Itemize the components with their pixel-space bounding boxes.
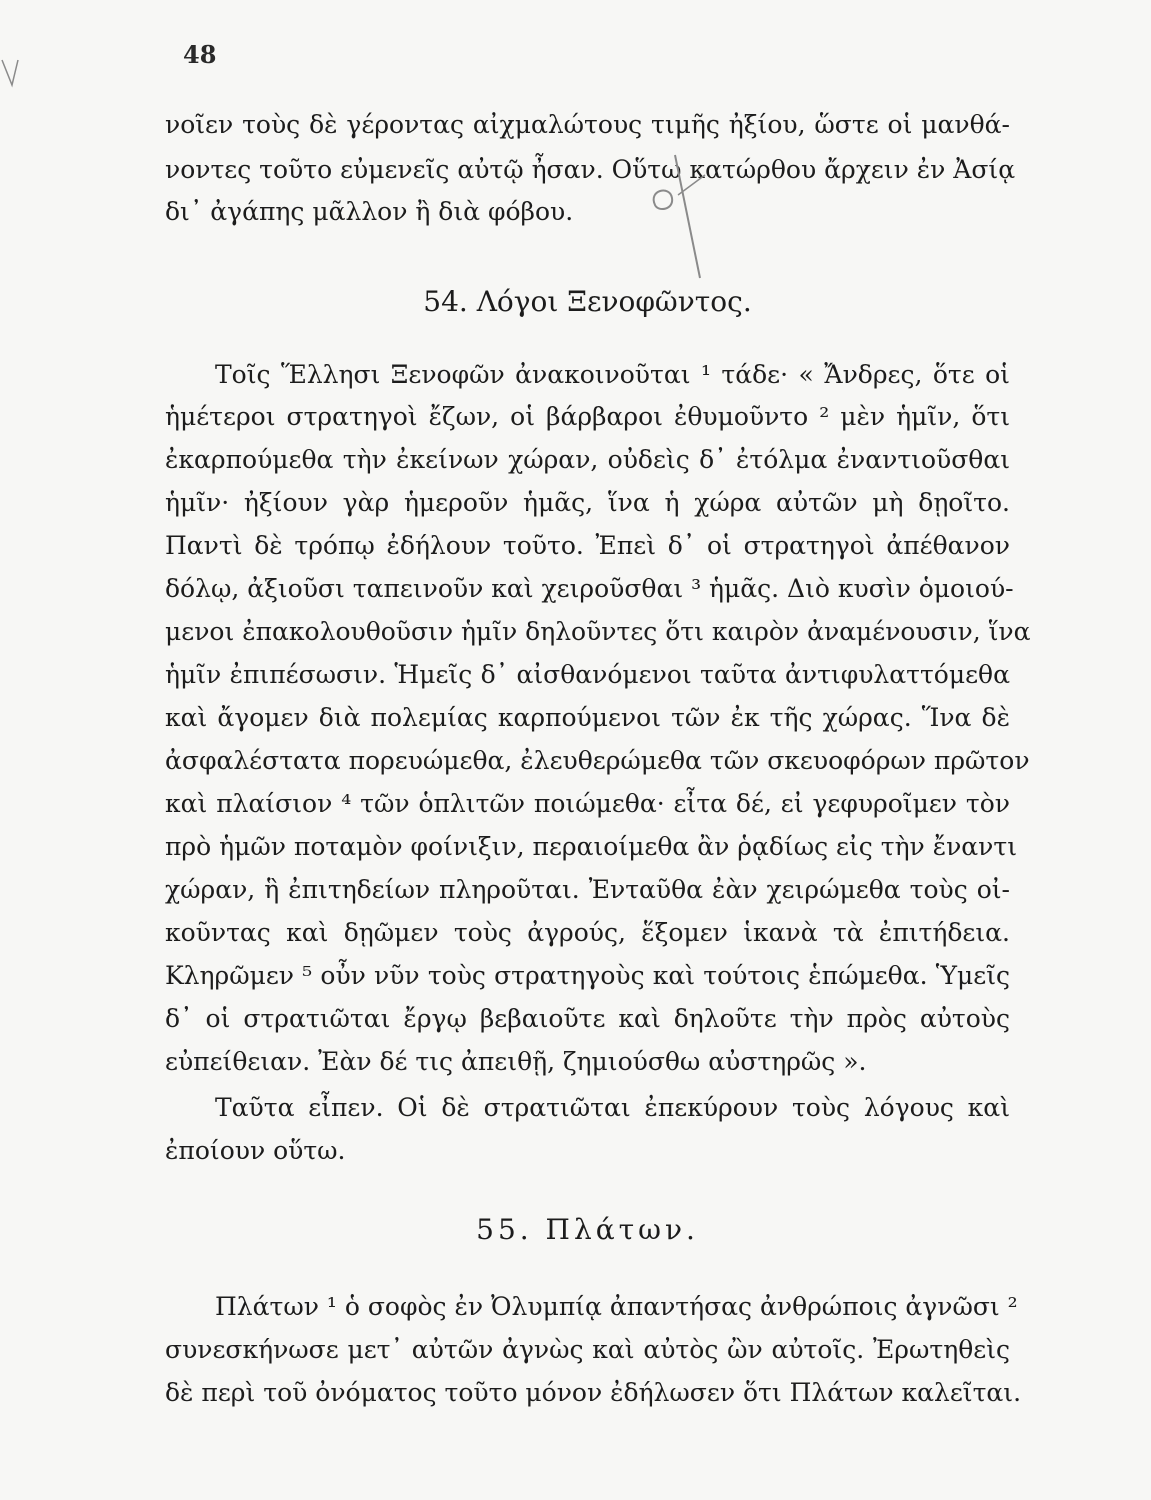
text-line: Ταῦτα εἶπεν. Οἱ δὲ στρατιῶται ἐπεκύρουν τοὺς λόγους καὶ bbox=[215, 1093, 1010, 1122]
text-line: δόλῳ, ἀξιοῦσι ταπεινοῦν καὶ χειροῦσθαι ³ ἡμᾶς. Διὸ κυσὶν ὁμοιού- bbox=[165, 574, 1014, 603]
text-line: ἡμῖν ἐπιπέσωσιν. Ἡμεῖς δ᾽ αἰσθανόμενοι ταῦτα ἀντιφυλαττόμεθα bbox=[165, 660, 1010, 689]
text-line: συνεσκήνωσε μετ᾽ αὐτῶν ἀγνὼς καὶ αὐτὸς ὢν αὐτοῖς. Ἐρωτηθεὶς bbox=[165, 1335, 1010, 1364]
page-number: 48 bbox=[183, 40, 217, 69]
text-line: ἡμῖν· ἠξίουν γὰρ ἡμεροῦν ἡμᾶς, ἵνα ἡ χώρα αὐτῶν μὴ δῃοῖτο. bbox=[165, 488, 1010, 517]
text-line: κοῦντας καὶ δῃῶμεν τοὺς ἀγρούς, ἕξομεν ἱκανὰ τὰ ἐπιτήδεια. bbox=[165, 918, 1010, 947]
text-line: καὶ πλαίσιον ⁴ τῶν ὁπλιτῶν ποιώμεθα· εἶτα δέ, εἰ γεφυροῖμεν τὸν bbox=[165, 789, 1010, 818]
text-line: εὐπείθειαν. Ἐὰν δέ τις ἀπειθῇ, ζημιούσθω αὐστηρῶς ». bbox=[165, 1047, 867, 1076]
text-line: ἐκαρπούμεθα τὴν ἐκείνων χώραν, οὐδεὶς δ᾽ ἐτόλμα ἐναντιοῦσθαι bbox=[165, 445, 1010, 474]
text-line: δ᾽ οἱ στρατιῶται ἔργῳ βεβαιοῦτε καὶ δηλοῦτε τὴν πρὸς αὐτοὺς bbox=[165, 1004, 1010, 1033]
margin-pencil-mark bbox=[0, 50, 40, 110]
text-line: χώραν, ἣ ἐπιτηδείων πληροῦται. Ἐνταῦθα ἐὰν χειρώμεθα τοὺς οἰ- bbox=[165, 875, 1010, 904]
text-line: πρὸ ἡμῶν ποταμὸν φοίνιξιν, περαιοίμεθα ἂν ῥᾳδίως εἰς τὴν ἔναντι bbox=[165, 832, 1018, 861]
text-line: καὶ ἄγομεν διὰ πολεμίας καρπούμενοι τῶν ἐκ τῆς χώρας. Ἵνα δὲ bbox=[165, 703, 1010, 732]
pencil-scribble bbox=[620, 150, 710, 280]
text-line: νοντες τοῦτο εὐμενεῖς αὐτῷ ἦσαν. Οὕτω κατώρθου ἄρχειν ἐν Ἀσίᾳ bbox=[165, 155, 1016, 184]
text-line: ἡμέτεροι στρατηγοὶ ἔζων, οἱ βάρβαροι ἐθυμοῦντο ² μὲν ἡμῖν, ὅτι bbox=[165, 402, 1010, 431]
text-line: Κληρῶμεν ⁵ οὖν νῦν τοὺς στρατηγοὺς καὶ τούτοις ἑπώμεθα. Ὑμεῖς bbox=[165, 961, 1010, 990]
text-line: μενοι ἐπακολουθοῦσιν ἡμῖν δηλοῦντες ὅτι καιρὸν ἀναμένουσιν, ἵνα bbox=[165, 617, 1031, 646]
text-line: ἀσφαλέστατα πορευώμεθα, ἐλευθερώμεθα τῶν σκευοφόρων πρῶτον bbox=[165, 746, 1030, 775]
text-line: Πλάτων ¹ ὁ σοφὸς ἐν Ὀλυμπίᾳ ἀπαντήσας ἀνθρώποις ἀγνῶσι ² bbox=[215, 1292, 1018, 1321]
text-line: δι᾽ ἀγάπης μᾶλλον ἢ διὰ φόβου. bbox=[165, 197, 574, 226]
section-heading-55: 55. Πλάτων. bbox=[476, 1213, 699, 1246]
text-line: ἐποίουν οὕτω. bbox=[165, 1136, 346, 1165]
text-line: Παντὶ δὲ τρόπῳ ἐδήλουν τοῦτο. Ἐπεὶ δ᾽ οἱ στρατηγοὶ ἀπέθανον bbox=[165, 531, 1010, 560]
text-line: νοῖεν τοὺς δὲ γέροντας αἰχμαλώτους τιμῆς ἠξίου, ὥστε οἱ μανθά- bbox=[165, 110, 1010, 139]
section-heading-54: 54. Λόγοι Ξενοφῶντος. bbox=[423, 285, 752, 318]
text-line: δὲ περὶ τοῦ ὀνόματος τοῦτο μόνον ἐδήλωσεν ὅτι Πλάτων καλεῖται. bbox=[165, 1378, 1022, 1407]
text-line: Τοῖς Ἕλλησι Ξενοφῶν ἀνακοινοῦται ¹ τάδε· « Ἄνδρες, ὅτε οἱ bbox=[215, 360, 1010, 389]
